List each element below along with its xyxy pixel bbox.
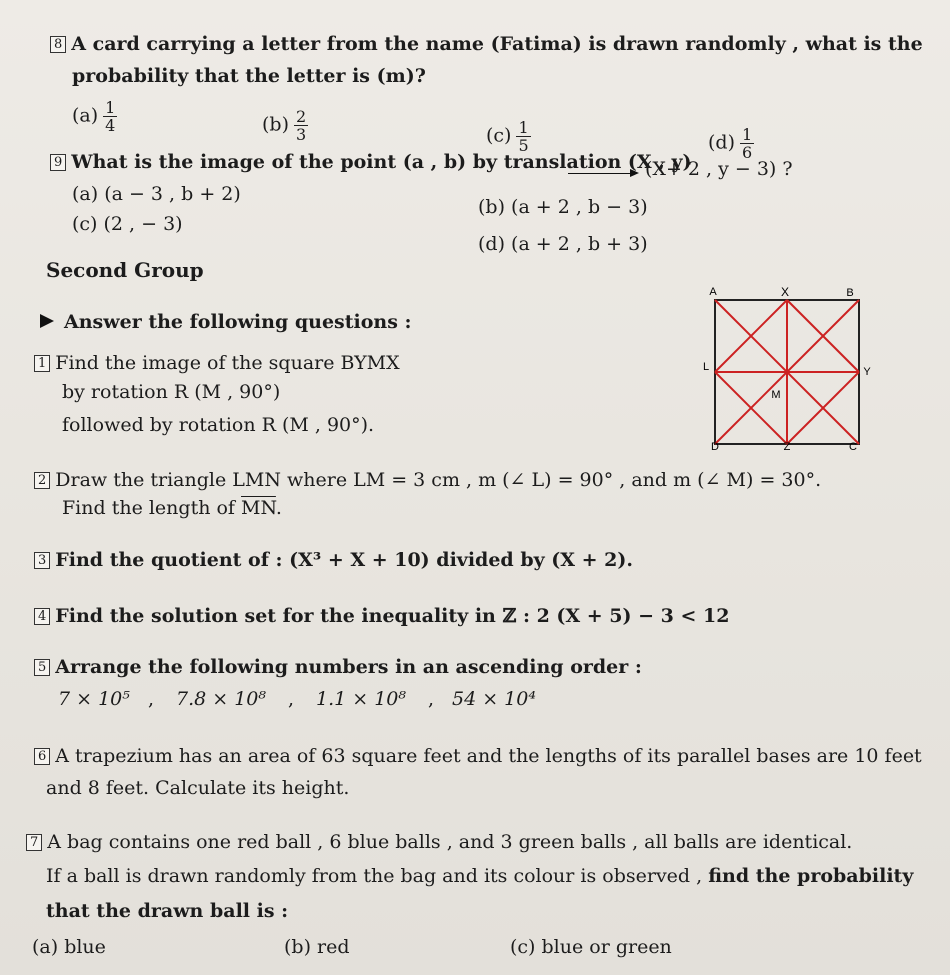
- label-x: X: [780, 285, 790, 299]
- square-figure: [700, 282, 875, 457]
- q4-line: [34, 605, 729, 627]
- q1-line2: by rotation R (M , 90°): [62, 381, 281, 403]
- q7-option-c: (c) blue or green: [510, 936, 672, 958]
- q7-text: A bag contains one red ball , 6 blue balls , and 3 green balls , all balls are identical.: [47, 831, 853, 853]
- q8-line1: [50, 33, 923, 55]
- q5-sep-3: ,: [428, 688, 435, 710]
- q9-line: [50, 151, 692, 173]
- label-d: D: [711, 441, 719, 453]
- label-y: Y: [863, 366, 871, 378]
- q5-number-3: 1.1 × 10⁸: [316, 688, 407, 710]
- q6-text: A trapezium has an area of 63 square feet and the lengths of its parallel bases are 10 feet: [55, 745, 922, 767]
- q9-stem: What is the image of the point (a , b) by translation (X , y): [71, 151, 692, 173]
- q9-option-a: (a) (a − 3 , b + 2): [72, 183, 241, 205]
- q7-option-b: (b) red: [284, 936, 350, 958]
- q5-sep-1: ,: [148, 688, 155, 710]
- q4-text: Find the solution set for the inequality in ℤ : 2 (X + 5) − 3 < 12: [55, 605, 730, 627]
- q8-option-b: (b) $\frac{2}{3}$: [262, 107, 307, 144]
- section-instruction: Answer the following questions :: [64, 311, 412, 333]
- q9-option-b: (b) (a + 2 , b − 3): [478, 196, 648, 218]
- q8-number: 8: [50, 36, 66, 53]
- q1-text: Find the image of the square BYMX: [55, 352, 400, 374]
- q9-number: 9: [50, 154, 66, 171]
- q2-line1: [34, 469, 821, 491]
- q4-number: 4: [34, 608, 50, 625]
- q8-text: A card carrying a letter from the name (Fatima) is drawn randomly , what is the: [71, 33, 923, 55]
- bullet-triangle-icon: [40, 314, 54, 328]
- q9-result: (X+ 2 , y − 3) ?: [645, 158, 793, 180]
- q8-option-c: (c) $\frac{1}{5}$: [486, 118, 529, 155]
- q8-option-a: (a) $\frac{1}{4}$: [72, 98, 116, 135]
- q2-text: Draw the triangle LMN where LM = 3 cm , m (∠ L) = 90° , and m (∠ M) = 30°.: [55, 469, 822, 491]
- q6-number: 6: [34, 748, 50, 765]
- q5-line: [34, 656, 642, 678]
- segment-mn: $\overline{MN}$: [241, 497, 276, 519]
- q3-number: 3: [34, 552, 50, 569]
- section-title: Second Group: [46, 258, 204, 282]
- q7-line3: that the drawn ball is :: [46, 900, 289, 922]
- q2-line2: Find the length of $\overline{MN}$.: [62, 497, 282, 519]
- q7-option-a: (a) blue: [32, 936, 106, 958]
- label-a: A: [709, 286, 717, 298]
- q5-number-4: 54 × 10⁴: [452, 688, 536, 710]
- q5-sep-2: ,: [288, 688, 295, 710]
- label-b: B: [846, 287, 854, 299]
- figure-red-lines: [715, 300, 859, 444]
- q8-option-d: (d) $\frac{1}{6}$: [708, 125, 753, 162]
- q5-number: 5: [34, 659, 50, 676]
- q5-text: Arrange the following numbers in an ascending order :: [55, 656, 642, 678]
- q2-number: 2: [34, 472, 50, 489]
- label-c: C: [849, 441, 857, 453]
- q7-line1: [26, 831, 852, 853]
- label-z: Z: [783, 441, 791, 453]
- label-m: M: [771, 389, 781, 401]
- q8-line2: probability that the letter is (m)?: [72, 65, 426, 87]
- q9-arrowhead: [630, 169, 639, 177]
- q3-line: [34, 549, 633, 571]
- q6-line2: and 8 feet. Calculate its height.: [46, 777, 350, 799]
- q7-line2: If a ball is drawn randomly from the bag and its colour is observed , find the probability: [46, 865, 914, 887]
- q7-emphasis: find the probability: [708, 865, 914, 887]
- q7-number: 7: [26, 834, 42, 851]
- q5-number-2: 7.8 × 10⁸: [176, 688, 267, 710]
- q9-option-d: (d) (a + 2 , b + 3): [478, 233, 648, 255]
- q1-line1: [34, 352, 400, 374]
- q1-line3: followed by rotation R (M , 90°).: [62, 414, 375, 436]
- q9-option-c: (c) (2 , − 3): [72, 213, 183, 235]
- q3-text: Find the quotient of : (X³ + X + 10) divided by (X + 2).: [55, 549, 633, 571]
- q1-number: 1: [34, 355, 50, 372]
- q9-translation-arrow: [568, 173, 632, 174]
- q5-number-1: 7 × 10⁵: [58, 688, 130, 710]
- label-l: L: [702, 361, 710, 373]
- q6-line1: [34, 745, 922, 767]
